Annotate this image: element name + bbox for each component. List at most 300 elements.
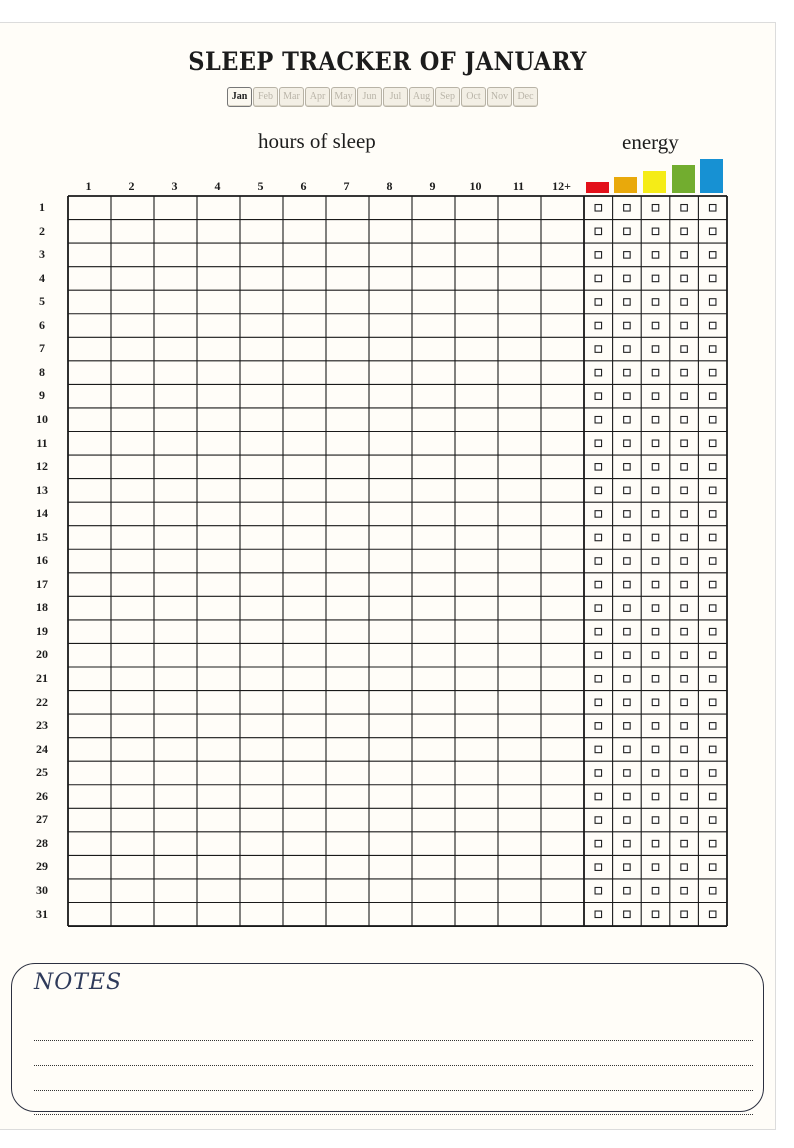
sleep-hour-cell[interactable] (412, 502, 455, 526)
sleep-hour-cell[interactable] (541, 855, 584, 879)
sleep-hour-cell[interactable] (412, 408, 455, 432)
month-tab-jan[interactable]: Jan (227, 87, 252, 107)
energy-checkbox[interactable] (652, 628, 659, 635)
sleep-hour-cell[interactable] (498, 196, 541, 220)
sleep-hour-cell[interactable] (541, 196, 584, 220)
sleep-hour-cell[interactable] (240, 855, 283, 879)
sleep-hour-cell[interactable] (68, 855, 111, 879)
sleep-hour-cell[interactable] (412, 314, 455, 338)
sleep-hour-cell[interactable] (197, 384, 240, 408)
sleep-hour-cell[interactable] (240, 361, 283, 385)
sleep-hour-cell[interactable] (498, 714, 541, 738)
sleep-hour-cell[interactable] (369, 596, 412, 620)
energy-checkbox[interactable] (652, 369, 659, 376)
sleep-hour-cell[interactable] (111, 455, 154, 479)
energy-checkbox[interactable] (681, 205, 688, 212)
energy-checkbox[interactable] (624, 369, 631, 376)
sleep-hour-cell[interactable] (197, 620, 240, 644)
sleep-hour-cell[interactable] (154, 243, 197, 267)
sleep-hour-cell[interactable] (412, 220, 455, 244)
sleep-hour-cell[interactable] (197, 549, 240, 573)
sleep-hour-cell[interactable] (541, 361, 584, 385)
sleep-hour-cell[interactable] (498, 903, 541, 927)
energy-checkbox[interactable] (709, 746, 716, 753)
sleep-hour-cell[interactable] (154, 479, 197, 503)
sleep-hour-cell[interactable] (283, 220, 326, 244)
sleep-hour-cell[interactable] (455, 361, 498, 385)
sleep-hour-cell[interactable] (326, 855, 369, 879)
energy-checkbox[interactable] (624, 346, 631, 353)
energy-checkbox[interactable] (624, 416, 631, 423)
month-tab-may[interactable]: May (331, 87, 356, 107)
sleep-hour-cell[interactable] (68, 408, 111, 432)
energy-checkbox[interactable] (709, 887, 716, 894)
sleep-hour-cell[interactable] (154, 879, 197, 903)
sleep-hour-cell[interactable] (283, 243, 326, 267)
sleep-hour-cell[interactable] (326, 620, 369, 644)
energy-checkbox[interactable] (624, 205, 631, 212)
sleep-hour-cell[interactable] (412, 573, 455, 597)
sleep-hour-cell[interactable] (111, 761, 154, 785)
sleep-hour-cell[interactable] (541, 220, 584, 244)
energy-checkbox[interactable] (652, 228, 659, 235)
energy-checkbox[interactable] (709, 346, 716, 353)
sleep-hour-cell[interactable] (541, 573, 584, 597)
sleep-hour-cell[interactable] (154, 549, 197, 573)
sleep-hour-cell[interactable] (197, 643, 240, 667)
sleep-hour-cell[interactable] (111, 337, 154, 361)
sleep-hour-cell[interactable] (197, 879, 240, 903)
energy-checkbox[interactable] (652, 322, 659, 329)
sleep-hour-cell[interactable] (68, 667, 111, 691)
sleep-hour-cell[interactable] (541, 832, 584, 856)
energy-checkbox[interactable] (595, 817, 602, 824)
sleep-hour-cell[interactable] (68, 196, 111, 220)
energy-checkbox[interactable] (624, 793, 631, 800)
sleep-hour-cell[interactable] (455, 220, 498, 244)
sleep-hour-cell[interactable] (283, 738, 326, 762)
sleep-hour-cell[interactable] (412, 243, 455, 267)
sleep-hour-cell[interactable] (283, 761, 326, 785)
sleep-hour-cell[interactable] (197, 361, 240, 385)
sleep-hour-cell[interactable] (326, 667, 369, 691)
sleep-hour-cell[interactable] (541, 761, 584, 785)
sleep-hour-cell[interactable] (498, 408, 541, 432)
energy-checkbox[interactable] (709, 723, 716, 730)
energy-checkbox[interactable] (681, 252, 688, 259)
energy-checkbox[interactable] (652, 440, 659, 447)
energy-checkbox[interactable] (681, 558, 688, 565)
sleep-hour-cell[interactable] (197, 573, 240, 597)
sleep-hour-cell[interactable] (111, 243, 154, 267)
sleep-hour-cell[interactable] (369, 314, 412, 338)
energy-checkbox[interactable] (595, 887, 602, 894)
sleep-hour-cell[interactable] (283, 620, 326, 644)
sleep-hour-cell[interactable] (369, 384, 412, 408)
sleep-hour-cell[interactable] (283, 196, 326, 220)
sleep-hour-cell[interactable] (326, 267, 369, 291)
sleep-hour-cell[interactable] (412, 691, 455, 715)
energy-checkbox[interactable] (709, 440, 716, 447)
energy-checkbox[interactable] (652, 723, 659, 730)
energy-checkbox[interactable] (681, 346, 688, 353)
sleep-hour-cell[interactable] (498, 667, 541, 691)
sleep-hour-cell[interactable] (240, 785, 283, 809)
sleep-hour-cell[interactable] (412, 549, 455, 573)
energy-checkbox[interactable] (624, 840, 631, 847)
energy-checkbox[interactable] (624, 252, 631, 259)
sleep-hour-cell[interactable] (154, 384, 197, 408)
sleep-hour-cell[interactable] (68, 526, 111, 550)
sleep-hour-cell[interactable] (369, 903, 412, 927)
energy-checkbox[interactable] (709, 511, 716, 518)
energy-checkbox[interactable] (652, 464, 659, 471)
sleep-hour-cell[interactable] (369, 267, 412, 291)
energy-checkbox[interactable] (652, 205, 659, 212)
energy-checkbox[interactable] (709, 228, 716, 235)
sleep-hour-cell[interactable] (455, 643, 498, 667)
sleep-hour-cell[interactable] (326, 196, 369, 220)
energy-checkbox[interactable] (624, 322, 631, 329)
sleep-hour-cell[interactable] (541, 903, 584, 927)
energy-checkbox[interactable] (681, 840, 688, 847)
sleep-hour-cell[interactable] (283, 479, 326, 503)
energy-checkbox[interactable] (681, 511, 688, 518)
sleep-hour-cell[interactable] (240, 549, 283, 573)
sleep-hour-cell[interactable] (240, 620, 283, 644)
sleep-hour-cell[interactable] (154, 267, 197, 291)
sleep-hour-cell[interactable] (197, 832, 240, 856)
sleep-hour-cell[interactable] (541, 643, 584, 667)
sleep-hour-cell[interactable] (412, 714, 455, 738)
sleep-hour-cell[interactable] (455, 832, 498, 856)
energy-checkbox[interactable] (681, 652, 688, 659)
notes-writing-line[interactable] (34, 1090, 753, 1091)
energy-checkbox[interactable] (652, 911, 659, 918)
sleep-hour-cell[interactable] (197, 408, 240, 432)
sleep-hour-cell[interactable] (283, 384, 326, 408)
sleep-hour-cell[interactable] (197, 196, 240, 220)
sleep-hour-cell[interactable] (541, 691, 584, 715)
sleep-hour-cell[interactable] (455, 196, 498, 220)
sleep-hour-cell[interactable] (154, 573, 197, 597)
energy-checkbox[interactable] (709, 911, 716, 918)
sleep-hour-cell[interactable] (240, 267, 283, 291)
sleep-hour-cell[interactable] (197, 691, 240, 715)
energy-checkbox[interactable] (652, 558, 659, 565)
sleep-hour-cell[interactable] (197, 267, 240, 291)
sleep-hour-cell[interactable] (240, 502, 283, 526)
sleep-hour-cell[interactable] (326, 314, 369, 338)
sleep-hour-cell[interactable] (369, 808, 412, 832)
sleep-hour-cell[interactable] (498, 691, 541, 715)
sleep-hour-cell[interactable] (412, 832, 455, 856)
sleep-hour-cell[interactable] (498, 432, 541, 456)
energy-checkbox[interactable] (709, 464, 716, 471)
energy-checkbox[interactable] (595, 911, 602, 918)
sleep-hour-cell[interactable] (154, 432, 197, 456)
sleep-hour-cell[interactable] (412, 808, 455, 832)
sleep-hour-cell[interactable] (111, 643, 154, 667)
month-tab-dec[interactable]: Dec (513, 87, 538, 107)
sleep-hour-cell[interactable] (369, 620, 412, 644)
sleep-hour-cell[interactable] (455, 620, 498, 644)
sleep-hour-cell[interactable] (498, 361, 541, 385)
energy-checkbox[interactable] (595, 676, 602, 683)
sleep-hour-cell[interactable] (283, 832, 326, 856)
energy-checkbox[interactable] (595, 840, 602, 847)
sleep-hour-cell[interactable] (326, 549, 369, 573)
sleep-hour-cell[interactable] (283, 455, 326, 479)
sleep-hour-cell[interactable] (369, 455, 412, 479)
energy-checkbox[interactable] (681, 723, 688, 730)
sleep-hour-cell[interactable] (369, 855, 412, 879)
sleep-hour-cell[interactable] (412, 667, 455, 691)
sleep-hour-cell[interactable] (326, 361, 369, 385)
energy-checkbox[interactable] (709, 676, 716, 683)
energy-checkbox[interactable] (652, 793, 659, 800)
sleep-hour-cell[interactable] (498, 832, 541, 856)
sleep-hour-cell[interactable] (369, 738, 412, 762)
energy-checkbox[interactable] (595, 723, 602, 730)
sleep-hour-cell[interactable] (541, 549, 584, 573)
sleep-hour-cell[interactable] (197, 761, 240, 785)
energy-checkbox[interactable] (681, 817, 688, 824)
sleep-hour-cell[interactable] (369, 691, 412, 715)
sleep-hour-cell[interactable] (283, 714, 326, 738)
sleep-hour-cell[interactable] (154, 761, 197, 785)
sleep-hour-cell[interactable] (326, 408, 369, 432)
energy-checkbox[interactable] (681, 228, 688, 235)
sleep-hour-cell[interactable] (283, 337, 326, 361)
sleep-hour-cell[interactable] (455, 267, 498, 291)
sleep-hour-cell[interactable] (498, 314, 541, 338)
sleep-hour-cell[interactable] (541, 785, 584, 809)
sleep-hour-cell[interactable] (498, 243, 541, 267)
sleep-hour-cell[interactable] (455, 502, 498, 526)
sleep-hour-cell[interactable] (111, 267, 154, 291)
energy-checkbox[interactable] (709, 393, 716, 400)
sleep-hour-cell[interactable] (154, 691, 197, 715)
month-tab-mar[interactable]: Mar (279, 87, 304, 107)
sleep-hour-cell[interactable] (197, 432, 240, 456)
sleep-hour-cell[interactable] (412, 526, 455, 550)
sleep-hour-cell[interactable] (68, 573, 111, 597)
sleep-hour-cell[interactable] (369, 479, 412, 503)
sleep-hour-cell[interactable] (412, 361, 455, 385)
energy-checkbox[interactable] (595, 252, 602, 259)
sleep-hour-cell[interactable] (240, 432, 283, 456)
energy-checkbox[interactable] (709, 322, 716, 329)
sleep-hour-cell[interactable] (369, 832, 412, 856)
sleep-hour-cell[interactable] (455, 738, 498, 762)
energy-checkbox[interactable] (595, 628, 602, 635)
sleep-hour-cell[interactable] (541, 243, 584, 267)
sleep-hour-cell[interactable] (283, 408, 326, 432)
sleep-hour-cell[interactable] (455, 549, 498, 573)
sleep-hour-cell[interactable] (283, 903, 326, 927)
sleep-hour-cell[interactable] (111, 903, 154, 927)
sleep-hour-cell[interactable] (541, 337, 584, 361)
energy-checkbox[interactable] (652, 252, 659, 259)
month-tab-oct[interactable]: Oct (461, 87, 486, 107)
sleep-hour-cell[interactable] (154, 314, 197, 338)
sleep-hour-cell[interactable] (111, 408, 154, 432)
sleep-hour-cell[interactable] (68, 479, 111, 503)
sleep-hour-cell[interactable] (283, 855, 326, 879)
sleep-hour-cell[interactable] (498, 220, 541, 244)
sleep-hour-cell[interactable] (197, 220, 240, 244)
sleep-hour-cell[interactable] (68, 643, 111, 667)
energy-checkbox[interactable] (624, 628, 631, 635)
sleep-hour-cell[interactable] (326, 455, 369, 479)
sleep-hour-cell[interactable] (111, 549, 154, 573)
sleep-hour-cell[interactable] (498, 479, 541, 503)
sleep-hour-cell[interactable] (197, 785, 240, 809)
energy-checkbox[interactable] (595, 322, 602, 329)
energy-checkbox[interactable] (595, 699, 602, 706)
sleep-hour-cell[interactable] (240, 479, 283, 503)
sleep-hour-cell[interactable] (498, 384, 541, 408)
sleep-hour-cell[interactable] (455, 855, 498, 879)
sleep-hour-cell[interactable] (283, 808, 326, 832)
sleep-hour-cell[interactable] (455, 596, 498, 620)
energy-checkbox[interactable] (595, 864, 602, 871)
sleep-hour-cell[interactable] (412, 384, 455, 408)
energy-checkbox[interactable] (681, 322, 688, 329)
sleep-hour-cell[interactable] (240, 408, 283, 432)
energy-checkbox[interactable] (652, 864, 659, 871)
sleep-hour-cell[interactable] (240, 243, 283, 267)
sleep-hour-cell[interactable] (111, 808, 154, 832)
sleep-hour-cell[interactable] (455, 432, 498, 456)
energy-checkbox[interactable] (709, 275, 716, 282)
sleep-hour-cell[interactable] (412, 855, 455, 879)
energy-checkbox[interactable] (595, 534, 602, 541)
month-tab-nov[interactable]: Nov (487, 87, 512, 107)
sleep-hour-cell[interactable] (154, 337, 197, 361)
sleep-hour-cell[interactable] (240, 714, 283, 738)
sleep-hour-cell[interactable] (541, 432, 584, 456)
energy-checkbox[interactable] (709, 864, 716, 871)
sleep-hour-cell[interactable] (240, 643, 283, 667)
sleep-hour-cell[interactable] (154, 620, 197, 644)
sleep-hour-cell[interactable] (111, 832, 154, 856)
energy-checkbox[interactable] (681, 440, 688, 447)
energy-checkbox[interactable] (595, 487, 602, 494)
energy-checkbox[interactable] (709, 817, 716, 824)
sleep-hour-cell[interactable] (154, 667, 197, 691)
sleep-hour-cell[interactable] (369, 502, 412, 526)
sleep-hour-cell[interactable] (68, 290, 111, 314)
sleep-hour-cell[interactable] (412, 337, 455, 361)
energy-checkbox[interactable] (624, 605, 631, 612)
sleep-hour-cell[interactable] (412, 432, 455, 456)
energy-checkbox[interactable] (709, 534, 716, 541)
energy-checkbox[interactable] (652, 887, 659, 894)
sleep-hour-cell[interactable] (412, 290, 455, 314)
energy-checkbox[interactable] (709, 840, 716, 847)
energy-checkbox[interactable] (624, 228, 631, 235)
sleep-hour-cell[interactable] (283, 785, 326, 809)
energy-checkbox[interactable] (595, 652, 602, 659)
energy-checkbox[interactable] (595, 205, 602, 212)
energy-checkbox[interactable] (681, 699, 688, 706)
energy-checkbox[interactable] (652, 817, 659, 824)
sleep-hour-cell[interactable] (197, 290, 240, 314)
sleep-hour-cell[interactable] (498, 620, 541, 644)
sleep-hour-cell[interactable] (455, 384, 498, 408)
energy-checkbox[interactable] (681, 369, 688, 376)
energy-checkbox[interactable] (709, 699, 716, 706)
sleep-hour-cell[interactable] (240, 596, 283, 620)
sleep-hour-cell[interactable] (154, 361, 197, 385)
sleep-hour-cell[interactable] (541, 408, 584, 432)
sleep-hour-cell[interactable] (154, 643, 197, 667)
sleep-hour-cell[interactable] (240, 384, 283, 408)
sleep-hour-cell[interactable] (498, 879, 541, 903)
sleep-hour-cell[interactable] (154, 196, 197, 220)
sleep-hour-cell[interactable] (498, 785, 541, 809)
sleep-hour-cell[interactable] (369, 573, 412, 597)
sleep-hour-cell[interactable] (240, 314, 283, 338)
sleep-hour-cell[interactable] (111, 432, 154, 456)
sleep-hour-cell[interactable] (68, 903, 111, 927)
sleep-hour-cell[interactable] (412, 267, 455, 291)
energy-checkbox[interactable] (624, 864, 631, 871)
energy-checkbox[interactable] (652, 746, 659, 753)
sleep-hour-cell[interactable] (68, 243, 111, 267)
sleep-hour-cell[interactable] (68, 432, 111, 456)
energy-checkbox[interactable] (681, 299, 688, 306)
energy-checkbox[interactable] (652, 534, 659, 541)
sleep-hour-cell[interactable] (240, 761, 283, 785)
energy-checkbox[interactable] (681, 911, 688, 918)
sleep-hour-cell[interactable] (154, 290, 197, 314)
sleep-hour-cell[interactable] (326, 243, 369, 267)
sleep-hour-cell[interactable] (68, 596, 111, 620)
energy-checkbox[interactable] (652, 346, 659, 353)
energy-checkbox[interactable] (709, 299, 716, 306)
sleep-hour-cell[interactable] (197, 855, 240, 879)
sleep-hour-cell[interactable] (326, 832, 369, 856)
sleep-hour-cell[interactable] (197, 479, 240, 503)
sleep-hour-cell[interactable] (283, 290, 326, 314)
sleep-hour-cell[interactable] (111, 879, 154, 903)
sleep-hour-cell[interactable] (111, 738, 154, 762)
sleep-hour-cell[interactable] (326, 384, 369, 408)
sleep-hour-cell[interactable] (68, 361, 111, 385)
energy-checkbox[interactable] (595, 793, 602, 800)
sleep-hour-cell[interactable] (326, 337, 369, 361)
sleep-hour-cell[interactable] (455, 290, 498, 314)
energy-checkbox[interactable] (595, 464, 602, 471)
sleep-hour-cell[interactable] (240, 290, 283, 314)
sleep-hour-cell[interactable] (412, 879, 455, 903)
sleep-hour-cell[interactable] (240, 903, 283, 927)
month-tab-feb[interactable]: Feb (253, 87, 278, 107)
energy-checkbox[interactable] (595, 605, 602, 612)
sleep-hour-cell[interactable] (68, 832, 111, 856)
sleep-hour-cell[interactable] (68, 502, 111, 526)
month-tab-aug[interactable]: Aug (409, 87, 434, 107)
sleep-hour-cell[interactable] (111, 220, 154, 244)
sleep-hour-cell[interactable] (541, 267, 584, 291)
sleep-hour-cell[interactable] (455, 714, 498, 738)
sleep-hour-cell[interactable] (283, 432, 326, 456)
sleep-hour-cell[interactable] (111, 620, 154, 644)
energy-checkbox[interactable] (595, 558, 602, 565)
